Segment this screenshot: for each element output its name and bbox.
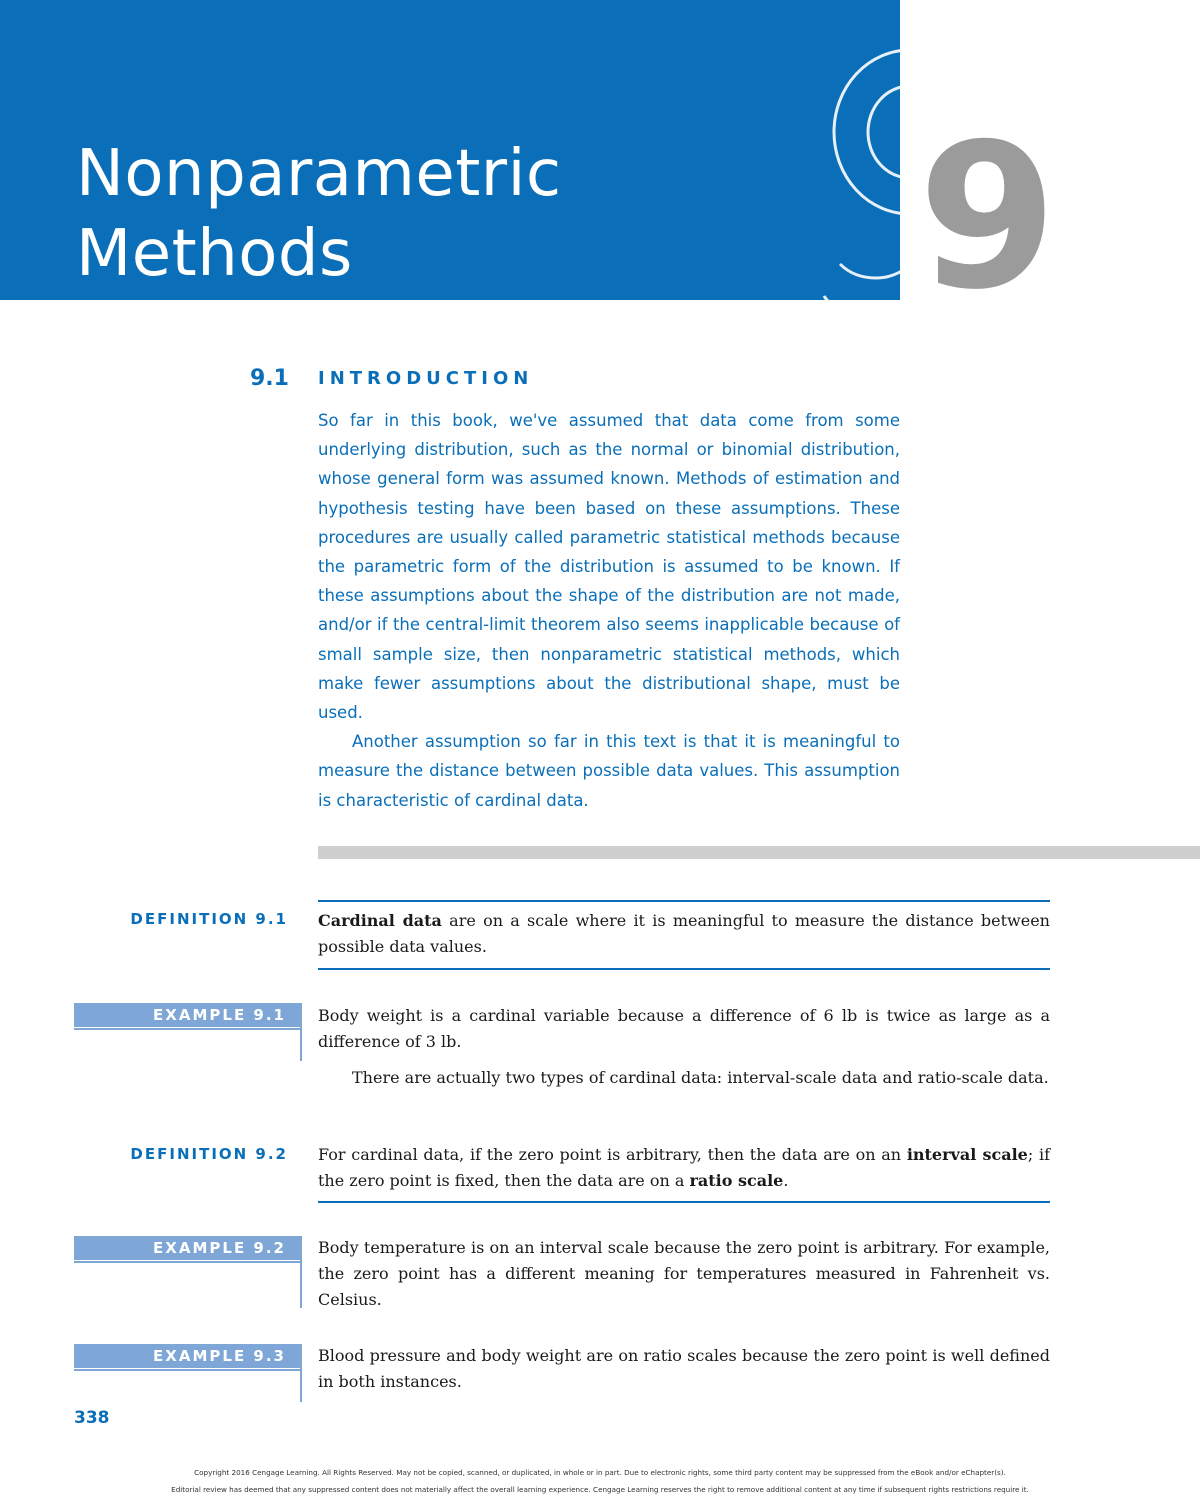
definition-rule-bottom [318, 968, 1050, 970]
example-9-1-tab [74, 1003, 304, 1055]
chapter-number: 9 [918, 101, 1058, 334]
definition-9-2-text: For cardinal data, if the zero point is arbitrary, then the data are on an interval scale; if the zero point is fixed, then the data are on a ratio scale. [318, 1145, 1051, 1190]
example-9-3-text: Blood pressure and body weight are on ratio scales because the zero point is well defined in both instances. [318, 1346, 1050, 1391]
chapter-title-line1: Nonparametric [76, 137, 562, 211]
section-title: INTRODUCTION [318, 368, 534, 389]
definition-term: Cardinal data [318, 911, 442, 930]
definition-9-1-text: Cardinal data are on a scale where it is meaningful to measure the distance between possible data values. [318, 911, 1050, 956]
definition-9-2-label: DEFINITION 9.2 [130, 1145, 288, 1163]
example-9-1-label: EXAMPLE 9.1 [74, 1003, 300, 1027]
example-9-3-tab [74, 1344, 304, 1396]
definition-9-1-label: DEFINITION 9.1 [130, 910, 288, 928]
ratio-scale-term: ratio scale [689, 1171, 784, 1190]
interval-scale-term: interval scale [906, 1145, 1028, 1164]
intro-paragraph-1: So far in this book, we've assumed that data come from some underlying distribution, such as the normal or binomial distribution, whose general form was assumed known. Methods of estimation and hypothesis testing have been based on these assumptions. These procedures are usually called parametric statistical methods because the parametric form of the distribution is assumed to be known. If these assumptions about the shape of the distribution are not made, and/or if the central-limit theorem also seems inapplicable because of small sample size, then nonparametric statistical methods, which make fewer assumptions about the distributional shape, must be used. [318, 411, 900, 723]
example-9-2-tab [74, 1236, 304, 1288]
chapter-title-line2: Methods [76, 217, 353, 291]
definition-rule-top [318, 900, 1050, 902]
example-9-2-label: EXAMPLE 9.2 [74, 1236, 300, 1260]
example-9-2-text: Body temperature is on an interval scale because the zero point is arbitrary. For example, the zero point has a different meaning for temperatures measured in Fahrenheit vs. Celsius. [318, 1238, 1050, 1309]
example-9-1-text: Body weight is a cardinal variable because a difference of 6 lb is twice as large as a difference of 3 lb. [318, 1006, 1050, 1051]
example-9-3-label: EXAMPLE 9.3 [74, 1344, 300, 1368]
copyright-footer [0, 1464, 1200, 1498]
section-number: 9.1 [250, 366, 289, 391]
example-9-1-followup: There are actually two types of cardinal data: interval-scale data and ratio-scale data. [352, 1068, 1049, 1087]
footer-line-1: Copyright 2016 Cengage Learning. All Rights Reserved. May not be copied, scanned, or duplicated, in whole or in part. Due to electronic rights, some third party content may be suppressed from the eBook and/or eChapter(s). [194, 1468, 1006, 1477]
definition-9-2-rule-bottom [318, 1201, 1050, 1203]
footer-line-2: Editorial review has deemed that any suppressed content does not materially affect the overall learning experience. Cengage Learning reserves the right to remove additional content at any time if subsequent rights restrictions require it. [171, 1485, 1029, 1494]
section-divider-bar [318, 846, 1200, 859]
page-number: 338 [74, 1408, 110, 1428]
introduction-text [318, 406, 900, 815]
intro-paragraph-2: Another assumption so far in this text is that it is meaningful to measure the distance between possible data values. This assumption is characteristic of cardinal data. [318, 732, 900, 810]
chapter-title [76, 134, 836, 294]
